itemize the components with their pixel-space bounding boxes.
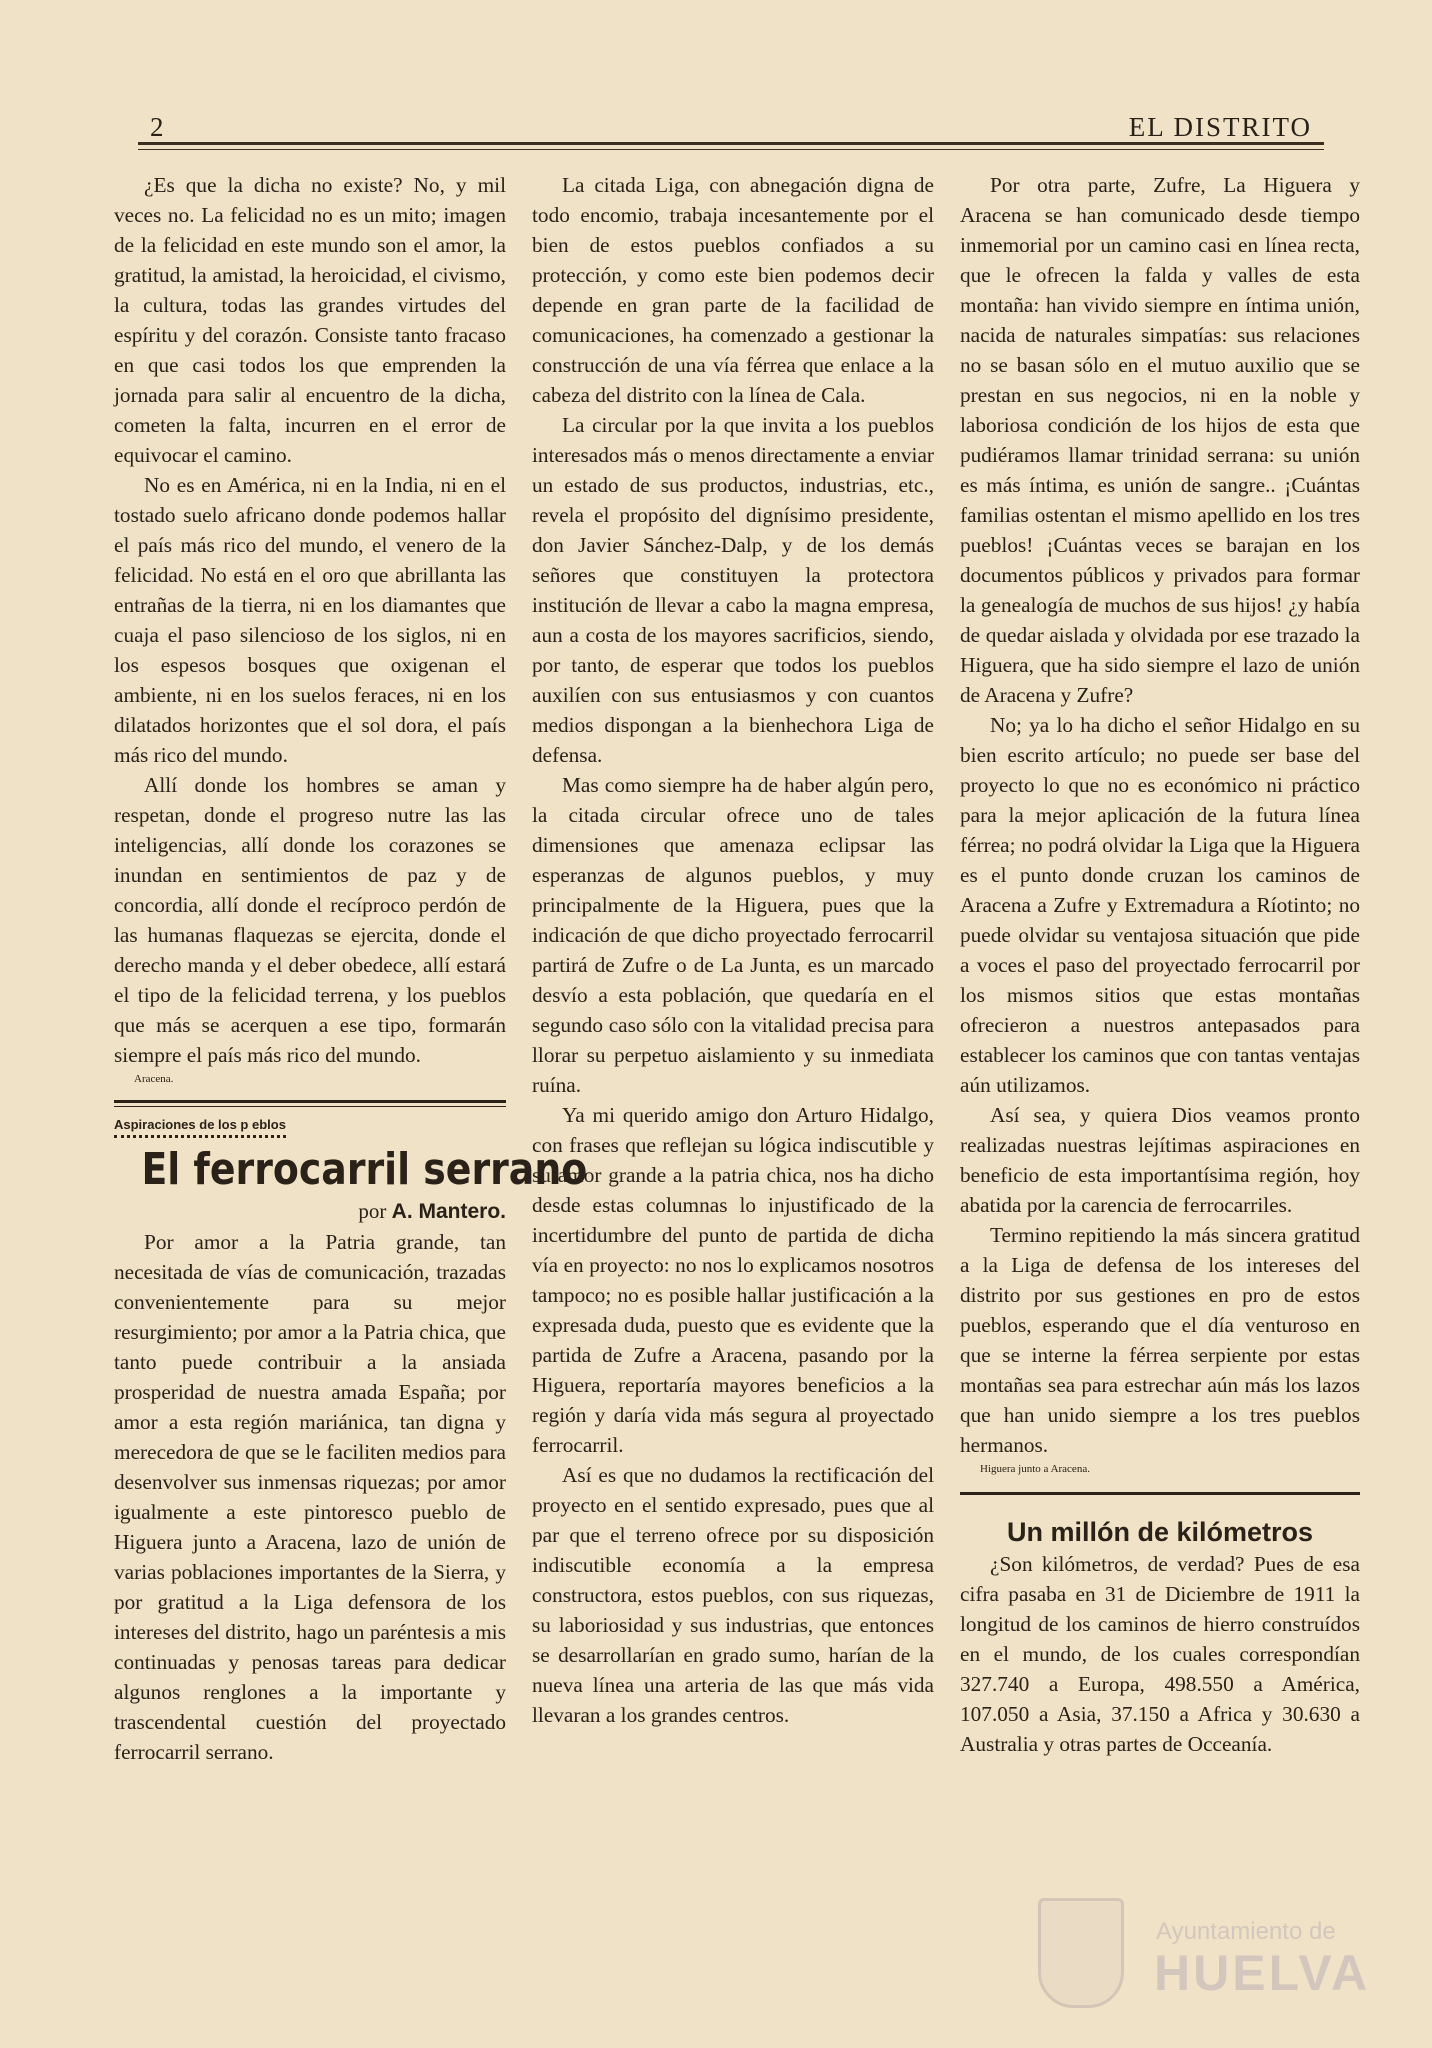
watermark-line1: Ayuntamiento de (1156, 1918, 1336, 1945)
paragraph: Por otra parte, Zufre, La Higuera y Aracena se han comunicado desde tiempo inmemorial por un camino casi en línea recta, que le ofrecen la falda y valles de esta montaña: han vivido siempre en íntima unión, nacida de naturales simpatías: sus relaciones no se basan sólo en el mutuo auxilio que se prestan en sus negocios, ni en la noble y laboriosa condición de los hijos de esta que pudiéramos llamar trinidad serrana: su unión es más íntima, es unión de sangre.. ¡Cuántas familias ostentan el mismo apellido en los tres pueblos! ¡Cuántas veces se barajan en los documentos públicos y privados para formar la genealogía de muchos de sus hijos! ¿y había de quedar aislada y olvidada por ese trazado la Higuera, que ha sido siempre el lazo de unión de Aracena y Zufre? (960, 173, 1360, 707)
paragraph: La citada Liga, con abnegación digna de todo encomio, trabaja incesantemente por el bien de estos pueblos confiados a su protección, y como este bien podemos decir depende en gran parte de la facilidad de comunicaciones, ha comenzado a gestionar la construcción de una vía férrea que enlace a la cabeza del distrito con la línea de Cala. (532, 173, 934, 407)
paragraph: Ya mi querido amigo don Arturo Hidalgo, con frases que reflejan su lógica indiscutible y su amor grande a la patria chica, nos ha dicho desde estas columnas lo injustificado de la incertidumbre del punto de partida de dicha vía en proyecto: no nos lo explicamos nosotros tampoco; no es posible hallar justificación a la expresada duda, puesto que es evidente que la partida de Zufre a Aracena, pasando por la Higuera, reportaría mayores beneficios a la región y daría vida más segura al proyectado ferrocarril. (532, 1103, 934, 1457)
section-divider-thin (114, 1106, 506, 1107)
paragraph: No; ya lo ha dicho el señor Hidalgo en su bien escrito artículo; no puede ser base del proyecto lo que no es económico ni práctico para la mejor aplicación de la futura línea férrea; no podrá olvidar la Liga que la Higuera es el punto donde cruzan los caminos de Aracena a Zufre y Extremadura a Ríotinto; no puede olvidar su ventajosa situación que pide a voces el paso del proyectado ferrocarril por los mismos sitios que estas montañas ofrecieron a nuestros antepasados para establecer los caminos que con tantas ventajas aún utilizamos. (960, 713, 1360, 1097)
section-kicker: Aspiraciones de los p eblos (114, 1116, 286, 1138)
coat-of-arms-icon (1038, 1898, 1124, 2008)
paragraph: Así sea, y quiera Dios veamos pronto realizadas nuestras lejítimas aspiraciones en beneficio de esta importantísima región, hoy abatida por la carencia de ferrocarriles. (960, 1103, 1360, 1217)
paragraph: Por amor a la Patria grande, tan necesitada de vías de comunicación, trazadas convenientemente para su mejor resurgimiento; por amor a la Patria chica, que tanto puede contribuir a la ansiada prosperidad de nuestra amada España; por amor a esta región mariánica, tan digna y merecedora de que se le faciliten medios para desenvolver sus inmensas riquezas; por amor igualmente a este pintoresco pueblo de Higuera junto a Aracena, lazo de unión de varias poblaciones importantes de la Sierra, y por gratitud a la Liga defensora de los intereses del distrito, hago un paréntesis a mis continuadas y penosas tareas para dedicar algunos renglones a la importante y trascendental cuestión del proyectado ferrocarril serrano. (114, 1230, 506, 1764)
paragraph: Allí donde los hombres se aman y respetan, donde el progreso nutre las las inteligencias, allí donde los corazones se inundan en sentimientos de paz y de concordia, allí donde el recíproco perdón de las humanas flaquezas se ejercita, donde el derecho manda y el deber obedece, allí estará el tipo de la felicidad terrena, y los pueblos que más se acerquen a ese tipo, formarán siempre el país más rico del mundo. (114, 773, 506, 1067)
paragraph: ¿Son kilómetros, de verdad? Pues de esa cifra pasaba en 31 de Diciembre de 1911 la longitud de los caminos de hierro construídos en el mundo, de los cuales correspondían 327.740 a Europa, 498.550 a América, 107.050 a Asia, 37.150 a Africa y 30.630 a Australia y otras partes de Occeanía. (960, 1552, 1360, 1756)
header-rule (138, 142, 1324, 145)
paragraph: Mas como siempre ha de haber algún pero, la citada circular ofrece uno de tales dimensiones que amenaza eclipsar las esperanzas de algunos pueblos, y muy principalmente de la Higuera, pues que la indicación de que dicho proyectado ferrocarril partirá de Zufre o de La Junta, es un marcado desvío a esta población, que quedaría en el segundo caso sólo con la vitalidad precisa para llorar su perpetuo aislamiento y su inmediata ruína. (532, 773, 934, 1097)
header-rule-thin (138, 149, 1324, 150)
publication-name: EL DISTRITO (1128, 112, 1312, 142)
paragraph: ¿Es que la dicha no existe? No, y mil veces no. La felicidad no es un mito; imagen de la felicidad en este mundo son el amor, la gratitud, la amistad, la heroicidad, el civismo, la cultura, todas las grandes virtudes del espíritu y del corazón. Consiste tanto fracaso en que casi todos los que emprenden la jornada para salir al encuentro de la dicha, cometen la falta, incurren en el error de equivocar el camino. (114, 173, 506, 467)
article-signature: Aracena. (134, 1073, 174, 1085)
section-divider (114, 1100, 506, 1103)
article-headline: Un millón de kilómetros (1006, 1517, 1314, 1547)
watermark (1038, 1898, 1371, 2008)
byline (114, 1198, 506, 1225)
byline-prefix: por (358, 1199, 387, 1223)
watermark-line2: HUELVA (1154, 1945, 1371, 2001)
section-divider (960, 1492, 1360, 1495)
page-number: 2 (150, 112, 164, 142)
column-1 (114, 170, 588, 1767)
paragraph: Termino repitiendo la más sincera gratitud a la Liga de defensa de los intereses del distrito por sus gestiones en pro de estos pueblos, esperando que el día venturoso en que se interne la férrea serpiente por estas montañas sea para estrechar aún más los lazos que han unido siempre a los tres pueblos hermanos. (960, 1223, 1360, 1457)
byline-author: A. Mantero. (391, 1200, 506, 1223)
paragraph: La circular por la que invita a los pueblos interesados más o menos directamente a enviar un estado de sus productos, industrias, etc., revela el propósito del dignísimo presidente, don Javier Sánchez-Dalp, y de los demás señores que constituyen la protectora institución de llevar a cabo la magna empresa, aun a costa de los mayores sacrificios, siendo, por tanto, de esperar que todos los pueblos auxilíen con sus entusiasmos y con cuantos medios dispongan a la bienhechora Liga de defensa. (532, 413, 934, 767)
column-2 (532, 170, 934, 1730)
article-headline: El ferrocarril serrano (141, 1144, 588, 1195)
paragraph: No es en América, ni en la India, ni en el tostado suelo africano donde podemos hallar el país más rico del mundo, el venero de la felicidad. No está en el oro que abrillanta las entrañas de la tierra, ni en los diamantes que cuaja el paso silencioso de los siglos, ni en los espesos bosques que oxigenan el ambiente, ni en los suelos feraces, ni en los dilatados horizontes que el sol dora, el país más rico del mundo. (114, 473, 506, 767)
column-3 (960, 170, 1360, 1759)
paragraph: Así es que no dudamos la rectificación del proyecto en el sentido expresado, pues que al par que el terreno ofrece por su disposición indiscutible economía a la empresa constructora, estos pueblos, con sus riquezas, su laboriosidad y sus industrias, que entonces se desarrollarían en grado sumo, harían de la nueva línea una arteria de las que más vida llevaran a los grandes centros. (532, 1463, 934, 1727)
article-signature: Higuera junto a Aracena. (980, 1463, 1090, 1475)
